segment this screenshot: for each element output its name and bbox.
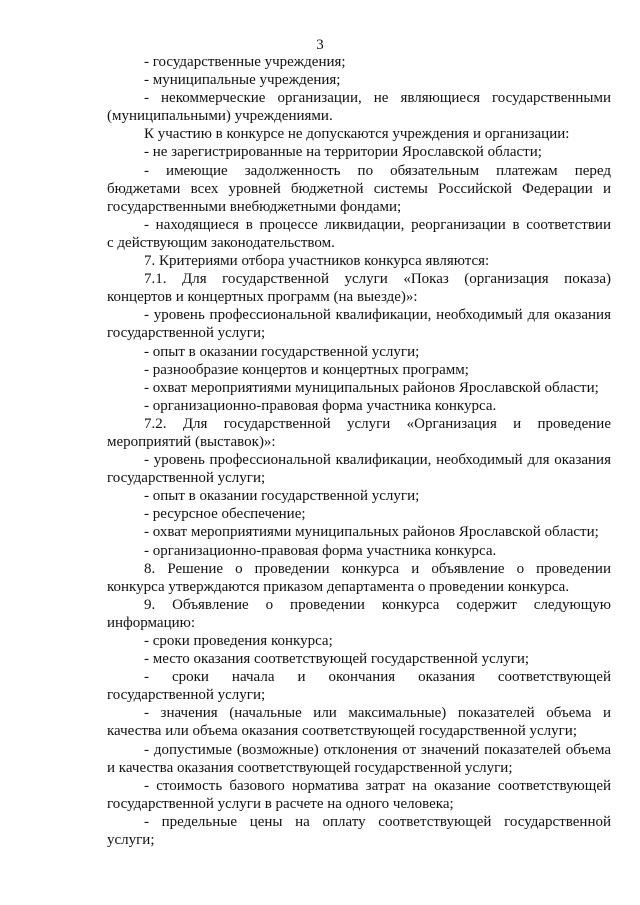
text-line: - допустимые (возможные) отклонения от значений показателей объема [144, 741, 611, 758]
text-line: - разнообразие концертов и концертных программ; [144, 361, 469, 378]
text-line: и качества оказания соответствующей государственной услуги; [107, 759, 513, 776]
text-line: - место оказания соответствующей государственной услуги; [144, 651, 530, 668]
text-line: 8. Решение о проведении конкурса и объявление о проведении [144, 560, 611, 577]
text-line: государственной услуги; [107, 687, 266, 704]
text-line: 7.1. Для государственной услуги «Показ (организация показа) [144, 271, 611, 288]
text-line: - ресурсное обеспечение; [144, 506, 306, 523]
text-line: К участию в конкурсе не допускаются учреждения и организации: [144, 126, 570, 143]
text-line: - уровень профессиональной квалификации, необходимый для оказания [144, 452, 611, 469]
text-line: - опыт в оказании государственной услуги; [144, 488, 420, 505]
text-line: с действующим законодательством. [107, 234, 335, 251]
text-line: конкурса утверждаются приказом департамента о проведении конкурса. [107, 578, 570, 595]
text-line: концертов и концертных программ (на выезде)»: [107, 289, 418, 306]
text-line: - муниципальные учреждения; [144, 72, 341, 89]
text-line: бюджетами всех уровней бюджетной системы Российской Федерации и [107, 180, 611, 197]
text-line: государственной услуги в расчете на одного человека; [107, 795, 454, 812]
document-body [107, 53, 611, 849]
text-line: - находящиеся в процессе ликвидации, реорганизации в соответствии [144, 216, 611, 233]
text-line: - организационно-правовая форма участника конкурса. [144, 542, 497, 559]
text-line: - значения (начальные или максимальные) показателей объема и [144, 705, 611, 722]
text-line: услуги; [107, 832, 155, 849]
text-line: государственными внебюджетными фондами; [107, 198, 402, 215]
text-line: - стоимость базового норматива затрат на оказание соответствующей [144, 777, 611, 794]
text-line: государственной услуги; [107, 470, 266, 487]
text-line: мероприятий (выставок)»: [107, 433, 276, 450]
text-line: - уровень профессиональной квалификации, необходимый для оказания [144, 307, 611, 324]
text-line: - предельные цены на оплату соответствующей государственной [144, 813, 611, 830]
text-line: 9. Объявление о проведении конкурса содержит следующую [144, 596, 611, 613]
text-line: государственной услуги; [107, 325, 266, 342]
text-line: качества или объема оказания соответствующей государственной услуги; [107, 723, 577, 740]
text-line: - некоммерческие организации, не являющиеся государственными [144, 90, 611, 107]
text-line: - сроки начала и окончания оказания соответствующей [144, 669, 611, 686]
text-line: - охват мероприятиями муниципальных районов Ярославской области; [144, 524, 599, 541]
text-line: - опыт в оказании государственной услуги; [144, 343, 420, 360]
page-number: 3 [316, 37, 324, 53]
text-line: (муниципальными) учреждениями. [107, 108, 333, 125]
text-line: - организационно-правовая форма участника конкурса. [144, 397, 497, 414]
text-line: - не зарегистрированные на территории Ярославской области; [144, 144, 542, 161]
text-line: - имеющие задолженность по обязательным платежам перед [144, 162, 611, 179]
text-line: - охват мероприятиями муниципальных районов Ярославской области; [144, 379, 599, 396]
text-line: 7. Критериями отбора участников конкурса являются: [144, 253, 490, 270]
text-line: информацию: [107, 614, 196, 631]
text-line: - сроки проведения конкурса; [144, 633, 333, 649]
text-line: - государственные учреждения; [144, 54, 346, 70]
text-line: 7.2. Для государственной услуги «Организация и проведение [144, 415, 611, 432]
